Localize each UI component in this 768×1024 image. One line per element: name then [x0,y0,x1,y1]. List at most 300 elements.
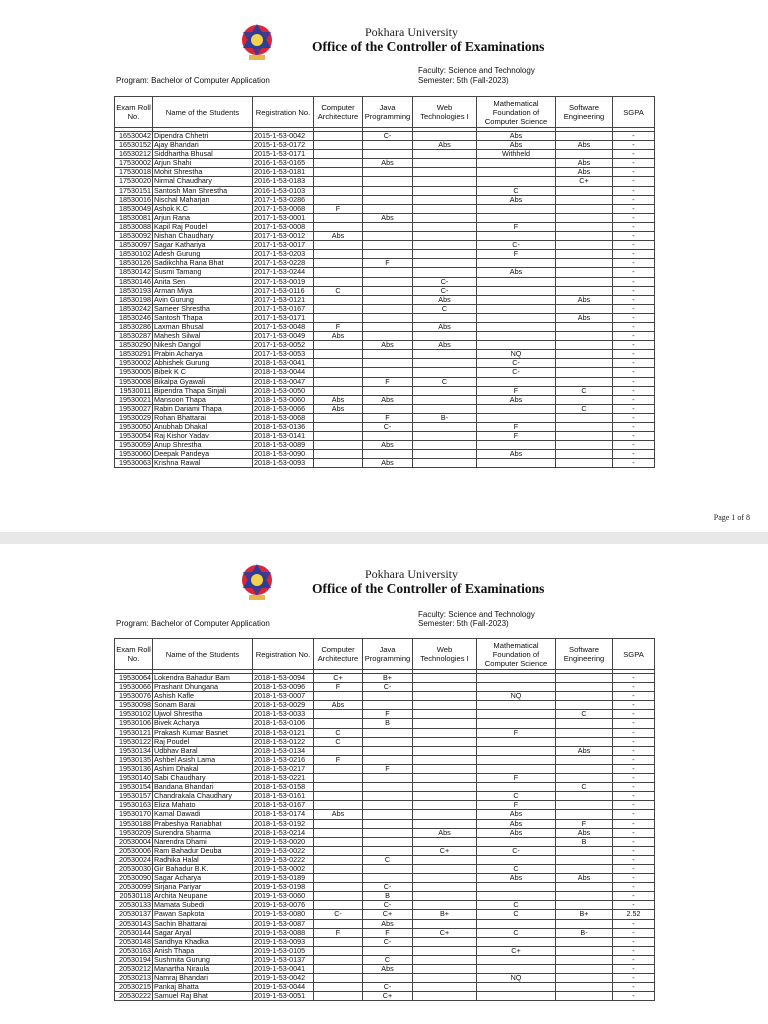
exam-roll-cell: 20530222 [115,992,153,1001]
student-name-cell: Rohan Bhattarai [153,413,253,422]
computer-architecture-grade-cell [314,186,363,195]
web-technologies-grade-cell [413,874,477,883]
sgpa-cell: - [613,313,655,322]
exam-roll-cell: 20530004 [115,837,153,846]
student-name-cell: Santosh Thapa [153,313,253,322]
student-name-cell: Chandrakala Chaudhary [153,792,253,801]
software-engineering-grade-cell [556,883,613,892]
web-technologies-grade-cell [413,386,477,395]
student-name-cell: Sandhya Khadka [153,937,253,946]
math-foundation-grade-cell: Abs [477,195,556,204]
sgpa-cell: - [613,404,655,413]
software-engineering-grade-cell: Abs [556,828,613,837]
registration-no-cell: 2019-1-53-0093 [253,937,314,946]
computer-architecture-grade-cell [314,901,363,910]
computer-architecture-grade-cell [314,783,363,792]
col-software-engineering: Software Engineering [556,97,613,128]
registration-no-cell: 2017-1-53-0012 [253,232,314,241]
table-row [115,450,655,459]
university-name: Pokhara University [365,25,458,39]
sgpa-cell: - [613,195,655,204]
exam-roll-cell: 20530099 [115,883,153,892]
semester-label: Semester: 5th (Fall-2023) [418,76,509,85]
software-engineering-grade-cell [556,774,613,783]
col-software-engineering: Software Engineering [556,639,613,670]
registration-no-cell: 2015-1-53-0042 [253,132,314,141]
sgpa-cell: - [613,874,655,883]
table-row [115,213,655,222]
sgpa-cell: - [613,132,655,141]
computer-architecture-grade-cell [314,295,363,304]
table-row [115,250,655,259]
computer-architecture-grade-cell [314,304,363,313]
computer-architecture-grade-cell [314,413,363,422]
math-foundation-grade-cell: Abs [477,450,556,459]
web-technologies-grade-cell [413,177,477,186]
software-engineering-grade-cell [556,332,613,341]
java-programming-grade-cell [363,864,413,873]
exam-roll-cell: 18530088 [115,222,153,231]
software-engineering-grade-cell [556,983,613,992]
computer-architecture-grade-cell: F [314,928,363,937]
java-programming-grade-cell [363,746,413,755]
math-foundation-grade-cell: C [477,910,556,919]
web-technologies-grade-cell [413,746,477,755]
computer-architecture-grade-cell [314,764,363,773]
exam-roll-cell: 19530163 [115,801,153,810]
java-programming-grade-cell: F [363,259,413,268]
math-foundation-grade-cell [477,710,556,719]
exam-roll-cell: 20530006 [115,846,153,855]
computer-architecture-grade-cell [314,992,363,1001]
software-engineering-grade-cell [556,892,613,901]
office-title: Office of the Controller of Examinations [312,39,545,54]
java-programming-grade-cell [363,350,413,359]
java-programming-grade-cell: C- [363,937,413,946]
exam-roll-cell: 20530215 [115,983,153,992]
sgpa-cell: - [613,819,655,828]
web-technologies-grade-cell [413,450,477,459]
math-foundation-grade-cell [477,737,556,746]
col-computer-architecture: Computer Architecture [314,639,363,670]
student-name-cell: Eliza Mahato [153,801,253,810]
exam-roll-cell: 18530246 [115,313,153,322]
semester-label: Semester: 5th (Fall-2023) [418,619,509,628]
student-name-cell: Archita Neupane [153,892,253,901]
web-technologies-grade-cell: B+ [413,910,477,919]
software-engineering-grade-cell [556,692,613,701]
math-foundation-grade-cell [477,783,556,792]
exam-roll-cell: 20530213 [115,974,153,983]
registration-no-cell: 2018-1-53-0068 [253,413,314,422]
math-foundation-grade-cell: C- [477,846,556,855]
table-row [115,441,655,450]
software-engineering-grade-cell [556,755,613,764]
registration-no-cell: 2019-1-53-0080 [253,910,314,919]
registration-no-cell: 2019-1-53-0051 [253,992,314,1001]
software-engineering-grade-cell [556,222,613,231]
software-engineering-grade-cell [556,213,613,222]
student-name-cell: Rabin Dariami Thapa [153,404,253,413]
software-engineering-grade-cell [556,728,613,737]
math-foundation-grade-cell [477,955,556,964]
student-name-cell: Sameer Shrestha [153,304,253,313]
math-foundation-grade-cell [477,332,556,341]
software-engineering-grade-cell [556,250,613,259]
software-engineering-grade-cell [556,232,613,241]
registration-no-cell: 2017-1-53-0008 [253,222,314,231]
software-engineering-grade-cell [556,901,613,910]
student-name-cell: Anup Shrestha [153,441,253,450]
student-name-cell: Mohit Shrestha [153,168,253,177]
col-sgpa: SGPA [613,639,655,670]
math-foundation-grade-cell: NQ [477,692,556,701]
sgpa-cell: - [613,855,655,864]
exam-roll-cell: 19530134 [115,746,153,755]
table-row [115,701,655,710]
registration-no-cell: 2018-1-53-0096 [253,683,314,692]
student-name-cell: Nirmal Chaudhary [153,177,253,186]
java-programming-grade-cell [363,268,413,277]
computer-architecture-grade-cell [314,341,363,350]
exam-roll-cell: 16530212 [115,150,153,159]
registration-no-cell: 2018-1-53-0214 [253,828,314,837]
exam-roll-cell: 20530133 [115,901,153,910]
table-row [115,177,655,186]
table-row [115,719,655,728]
web-technologies-grade-cell [413,395,477,404]
sgpa-cell: - [613,737,655,746]
web-technologies-grade-cell: Abs [413,141,477,150]
computer-architecture-grade-cell [314,892,363,901]
java-programming-grade-cell [363,195,413,204]
java-programming-grade-cell [363,946,413,955]
col-student-name: Name of the Students [153,97,253,128]
exam-roll-cell: 19530054 [115,432,153,441]
exam-roll-cell: 17530151 [115,186,153,195]
computer-architecture-grade-cell [314,359,363,368]
computer-architecture-grade-cell [314,864,363,873]
registration-no-cell: 2019-1-53-0044 [253,983,314,992]
web-technologies-grade-cell [413,901,477,910]
pokhara-university-logo-icon [240,562,274,602]
web-technologies-grade-cell: Abs [413,295,477,304]
math-foundation-grade-cell [477,177,556,186]
java-programming-grade-cell [363,737,413,746]
java-programming-grade-cell [363,168,413,177]
registration-no-cell: 2018-1-53-0134 [253,746,314,755]
software-engineering-grade-cell [556,286,613,295]
java-programming-grade-cell [363,186,413,195]
exam-roll-cell: 19530188 [115,819,153,828]
software-engineering-grade-cell [556,350,613,359]
computer-architecture-grade-cell [314,159,363,168]
software-engineering-grade-cell [556,965,613,974]
sgpa-cell: - [613,295,655,304]
exam-roll-cell: 19530098 [115,701,153,710]
table-row [115,737,655,746]
student-name-cell: Sabi Chaudhary [153,774,253,783]
table-row [115,386,655,395]
web-technologies-grade-cell [413,810,477,819]
math-foundation-grade-cell [477,259,556,268]
sgpa-cell: - [613,692,655,701]
table-row [115,783,655,792]
registration-no-cell: 2018-1-53-0136 [253,423,314,432]
exam-roll-cell: 17530020 [115,177,153,186]
web-technologies-grade-cell: C+ [413,846,477,855]
math-foundation-grade-cell [477,983,556,992]
student-name-cell: Pankaj Bhatta [153,983,253,992]
software-engineering-grade-cell [556,459,613,468]
student-name-cell: Ashbel Asish Lama [153,755,253,764]
table-row [115,322,655,331]
software-engineering-grade-cell [556,423,613,432]
exam-roll-cell: 19530154 [115,783,153,792]
registration-no-cell: 2019-1-53-0088 [253,928,314,937]
software-engineering-grade-cell [556,701,613,710]
exam-roll-cell: 18530286 [115,322,153,331]
java-programming-grade-cell [363,701,413,710]
registration-no-cell: 2015-1-53-0171 [253,150,314,159]
student-name-cell: Deepak Pandeya [153,450,253,459]
sgpa-cell: - [613,864,655,873]
sgpa-cell: - [613,432,655,441]
registration-no-cell: 2018-1-53-0041 [253,359,314,368]
exam-roll-cell: 19530121 [115,728,153,737]
software-engineering-grade-cell: C [556,783,613,792]
student-name-cell: Laxman Bhusal [153,322,253,331]
software-engineering-grade-cell [556,801,613,810]
col-java-programming: Java Programming [363,97,413,128]
computer-architecture-grade-cell [314,177,363,186]
sgpa-cell: 2.52 [613,910,655,919]
computer-architecture-grade-cell [314,828,363,837]
student-name-cell: Avin Gurung [153,295,253,304]
web-technologies-grade-cell [413,855,477,864]
computer-architecture-grade-cell [314,195,363,204]
sgpa-cell: - [613,141,655,150]
table-row [115,810,655,819]
table-row [115,919,655,928]
java-programming-grade-cell [363,368,413,377]
software-engineering-grade-cell: C [556,386,613,395]
web-technologies-grade-cell [413,883,477,892]
table-row [115,946,655,955]
student-name-cell: Samuel Raj Bhat [153,992,253,1001]
student-name-cell: Ashim Dhakal [153,764,253,773]
table-row [115,792,655,801]
sgpa-cell: - [613,368,655,377]
math-foundation-grade-cell [477,755,556,764]
web-technologies-grade-cell [413,892,477,901]
exam-roll-cell: 18530146 [115,277,153,286]
col-exam-roll: Exam Roll No. [115,639,153,670]
student-name-cell: Namraj Bhandari [153,974,253,983]
exam-roll-cell: 20530137 [115,910,153,919]
registration-no-cell: 2017-1-53-0049 [253,332,314,341]
table-row [115,423,655,432]
software-engineering-grade-cell: C [556,404,613,413]
table-row [115,195,655,204]
student-name-cell: Prabeshya Ranabhat [153,819,253,828]
table-row [115,683,655,692]
exam-roll-cell: 19530064 [115,674,153,683]
computer-architecture-grade-cell: F [314,322,363,331]
software-engineering-grade-cell [556,792,613,801]
student-name-cell: Nikesh Dangol [153,341,253,350]
student-name-cell: Kamal Dawadi [153,810,253,819]
registration-no-cell: 2017-1-53-0048 [253,322,314,331]
exam-roll-cell: 19530066 [115,683,153,692]
table-row [115,377,655,386]
registration-no-cell: 2016-1-53-0165 [253,159,314,168]
student-name-cell: Ajay Bhandari [153,141,253,150]
result-page-2 [0,544,768,1024]
sgpa-cell: - [613,395,655,404]
java-programming-grade-cell: Abs [363,395,413,404]
exam-roll-cell: 19530008 [115,377,153,386]
software-engineering-grade-cell [556,195,613,204]
sgpa-cell: - [613,919,655,928]
java-programming-grade-cell [363,141,413,150]
software-engineering-grade-cell [556,864,613,873]
computer-architecture-grade-cell [314,441,363,450]
software-engineering-grade-cell [556,441,613,450]
sgpa-cell: - [613,719,655,728]
sgpa-cell: - [613,755,655,764]
java-programming-grade-cell [363,313,413,322]
java-programming-grade-cell [363,404,413,413]
math-foundation-grade-cell: F [477,432,556,441]
software-engineering-grade-cell [556,919,613,928]
computer-architecture-grade-cell: C [314,286,363,295]
java-programming-grade-cell: Abs [363,459,413,468]
student-name-cell: Bivek Acharya [153,719,253,728]
student-name-cell: Dipendra Chhetri [153,132,253,141]
student-name-cell: Siddhartha Bhusal [153,150,253,159]
math-foundation-grade-cell: Abs [477,132,556,141]
software-engineering-grade-cell: Abs [556,313,613,322]
math-foundation-grade-cell [477,232,556,241]
software-engineering-grade-cell [556,450,613,459]
web-technologies-grade-cell [413,150,477,159]
web-technologies-grade-cell [413,674,477,683]
java-programming-grade-cell: C [363,955,413,964]
web-technologies-grade-cell: B- [413,413,477,422]
registration-no-cell: 2017-1-53-0286 [253,195,314,204]
table-row [115,864,655,873]
computer-architecture-grade-cell [314,719,363,728]
java-programming-grade-cell [363,241,413,250]
sgpa-cell: - [613,459,655,468]
sgpa-cell: - [613,710,655,719]
web-technologies-grade-cell [413,692,477,701]
software-engineering-grade-cell [556,846,613,855]
exam-roll-cell: 20530163 [115,946,153,955]
exam-roll-cell: 18530242 [115,304,153,313]
sgpa-cell: - [613,204,655,213]
exam-roll-cell: 19530157 [115,792,153,801]
student-name-cell: Pawan Sapkota [153,910,253,919]
web-technologies-grade-cell [413,159,477,168]
sgpa-cell: - [613,168,655,177]
sgpa-cell: - [613,764,655,773]
software-engineering-grade-cell: B+ [556,910,613,919]
exam-roll-cell: 19530076 [115,692,153,701]
registration-no-cell: 2017-1-53-0017 [253,241,314,250]
java-programming-grade-cell: Abs [363,441,413,450]
sgpa-cell: - [613,304,655,313]
software-engineering-grade-cell [556,377,613,386]
java-programming-grade-cell: F [363,928,413,937]
computer-architecture-grade-cell [314,313,363,322]
software-engineering-grade-cell: Abs [556,168,613,177]
java-programming-grade-cell: F [363,764,413,773]
student-name-cell: Nishan Chaudhary [153,232,253,241]
web-technologies-grade-cell [413,774,477,783]
math-foundation-grade-cell [477,764,556,773]
computer-architecture-grade-cell [314,250,363,259]
web-technologies-grade-cell [413,946,477,955]
math-foundation-grade-cell: NQ [477,974,556,983]
math-foundation-grade-cell [477,404,556,413]
exam-roll-cell: 19530002 [115,359,153,368]
sgpa-cell: - [613,241,655,250]
table-row [115,168,655,177]
computer-architecture-grade-cell: F [314,204,363,213]
web-technologies-grade-cell: Abs [413,828,477,837]
math-foundation-grade-cell: Abs [477,810,556,819]
col-computer-architecture: Computer Architecture [314,97,363,128]
exam-roll-cell: 18530049 [115,204,153,213]
java-programming-grade-cell [363,837,413,846]
student-name-cell: Gir Bahadur B.K. [153,864,253,873]
exam-roll-cell: 19530170 [115,810,153,819]
registration-no-cell: 2019-1-53-0105 [253,946,314,955]
table-row [115,837,655,846]
math-foundation-grade-cell: C [477,864,556,873]
java-programming-grade-cell [363,232,413,241]
table-row [115,268,655,277]
sgpa-cell: - [613,728,655,737]
col-registration: Registration No. [253,97,314,128]
student-name-cell: Bandana Bhandari [153,783,253,792]
table-row [115,674,655,683]
registration-no-cell: 2018-1-53-0093 [253,459,314,468]
computer-architecture-grade-cell [314,168,363,177]
exam-roll-cell: 20530148 [115,937,153,946]
java-programming-grade-cell [363,801,413,810]
registration-no-cell: 2019-1-53-0041 [253,965,314,974]
student-name-cell: Ashish Kafle [153,692,253,701]
math-foundation-grade-cell [477,168,556,177]
sgpa-cell: - [613,377,655,386]
software-engineering-grade-cell [556,368,613,377]
computer-architecture-grade-cell [314,459,363,468]
java-programming-grade-cell: C- [363,883,413,892]
java-programming-grade-cell: C- [363,983,413,992]
student-name-cell: Arjun Rana [153,213,253,222]
exam-roll-cell: 19530135 [115,755,153,764]
computer-architecture-grade-cell [314,259,363,268]
exam-roll-cell: 18530092 [115,232,153,241]
program-label: Program: Bachelor of Computer Application [116,76,270,85]
student-name-cell: Surendra Sharma [153,828,253,837]
software-engineering-grade-cell [556,132,613,141]
software-engineering-grade-cell [556,341,613,350]
software-engineering-grade-cell [556,974,613,983]
